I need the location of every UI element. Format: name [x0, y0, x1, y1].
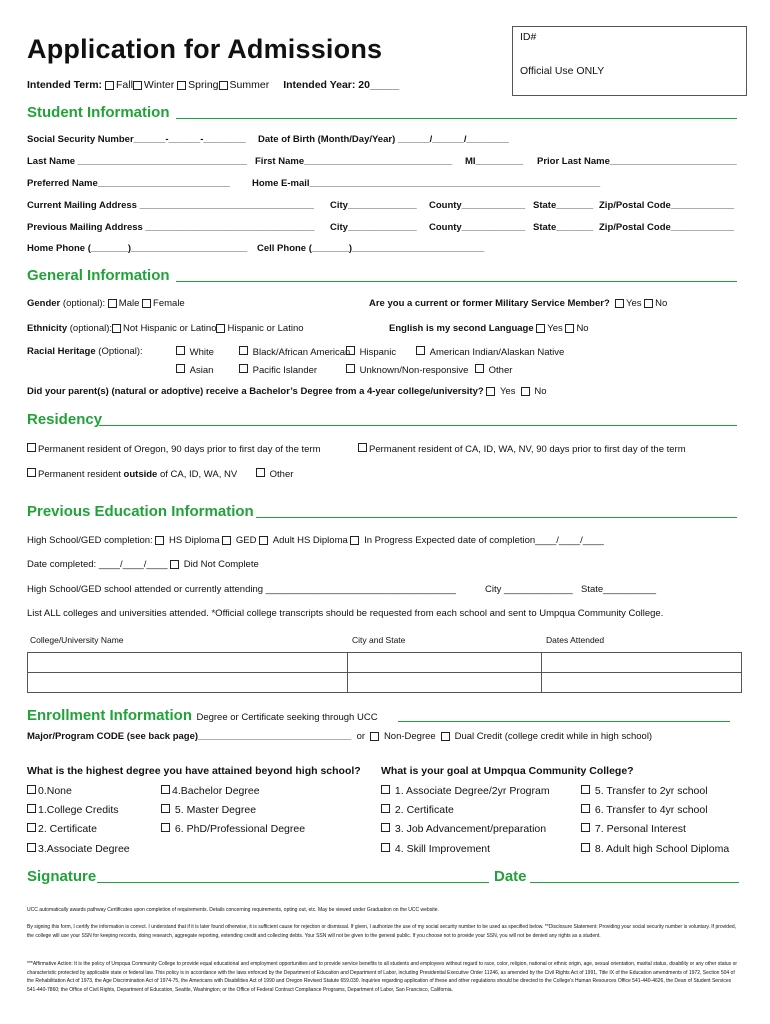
checkbox[interactable] [27, 785, 36, 794]
highest-2[interactable]: 2. Certificate [27, 823, 97, 835]
checkbox[interactable] [381, 785, 390, 794]
home-phone-field[interactable]: Home Phone (_______)______________________ [27, 243, 248, 254]
expected-date-field[interactable]: Expected date of completion____/____/____ [415, 535, 604, 546]
last-name-field[interactable]: Last Name ________________________________ [27, 156, 247, 167]
checkbox[interactable] [239, 346, 248, 355]
completion-label: High School/GED completion: [27, 535, 153, 546]
race-other[interactable]: Other [475, 364, 512, 376]
section-rule [176, 118, 737, 119]
checkbox[interactable] [644, 299, 653, 308]
table-cell[interactable] [348, 673, 542, 693]
general-info-heading: General Information [27, 267, 170, 284]
section-rule [256, 517, 737, 518]
checkbox[interactable] [259, 536, 268, 545]
goal-3[interactable]: 3. Job Advancement/preparation [381, 823, 546, 835]
previous-state-field[interactable]: State_______ [533, 222, 594, 233]
military-question: Are you a current or former Military Service Member? [369, 298, 610, 309]
checkbox[interactable] [177, 81, 186, 90]
highest-1[interactable]: 1.College Credits [27, 804, 119, 816]
completion-hs-diploma[interactable]: HS Diploma [155, 535, 219, 546]
checkbox[interactable] [216, 324, 225, 333]
current-address-field[interactable]: Current Mailing Address _________________________________ [27, 200, 314, 211]
footer-affirmative-action: ***Affirmative Action: It is the policy of Umpqua Community College to provide equal educational and employment opportunities and to provide service benefits to all students and employees without regard to race, color, religion, national or ethnic origin, age, sexual orientation, marital status, disability or any other status or characteristic protected by applicable state or federal law. This policy is in accordance with the laws enforced by the Department of Education and Department of Labor, including Presidential Executive Order 11246, as amended by the Civil Rights Act of 1991, Title IX of the Education amendments of 1972, Section 504 of the Rehabilitation Act of 1973, the Age Discrimination Act of 1974-75, the Americans with Disabilities Act of 1990 and Oregon Revised Statute 659.030. Inquiries regarding application of these and other regulations should be directed to the College’s Human Resources Office 541-440-4626, the Dean of Student Services 541-440-7860; the Office of Civil Rights, Department of Education, Seattle, Washington; or the Office of Federal Contract Compliance Programs, Department of Labor, San Francisco, California. [27, 961, 738, 993]
race-white[interactable]: White [176, 346, 214, 358]
term-summer[interactable]: Summer [219, 79, 270, 91]
term-fall[interactable]: Fall [105, 79, 133, 91]
checkbox[interactable] [416, 346, 425, 355]
ethnicity-not-hispanic[interactable]: Not Hispanic or Latino [112, 323, 216, 334]
goal-question: What is your goal at Umpqua Community College? [381, 765, 634, 777]
table-cell[interactable] [28, 673, 348, 693]
completion-row [27, 535, 604, 546]
previous-city-field[interactable]: City_____________ [330, 222, 417, 233]
military-row [369, 298, 667, 309]
checkbox[interactable] [133, 81, 142, 90]
goal-5[interactable]: 5. Transfer to 2yr school [581, 785, 708, 797]
colleges-table [27, 652, 742, 693]
checkbox[interactable] [27, 843, 36, 852]
completion-in-progress[interactable]: In Progress [350, 535, 412, 546]
highest-0[interactable]: 0.None [27, 785, 72, 797]
previous-county-field[interactable]: County____________ [429, 222, 526, 233]
parents-degree-question: Did your parent(s) (natural or adoptive) receive a Bachelor’s Degree from a 4-year college/university? [27, 386, 484, 397]
section-rule [99, 425, 737, 426]
preferred-name-field[interactable]: Preferred Name_________________________ [27, 178, 230, 189]
checkbox[interactable] [27, 443, 36, 452]
highest-4[interactable]: 4.Bachelor Degree [161, 785, 260, 797]
or-label: or [356, 731, 366, 742]
term-spring[interactable]: Spring [177, 79, 218, 91]
cell-phone-field[interactable]: Cell Phone (_______)_________________________ [257, 243, 485, 254]
parents-degree-row [27, 386, 547, 397]
racial-label: Racial Heritage [27, 346, 96, 357]
parents-no[interactable]: No [521, 386, 547, 397]
race-hispanic[interactable]: Hispanic [346, 346, 396, 358]
table-cell[interactable] [348, 653, 542, 673]
checkbox[interactable] [346, 346, 355, 355]
race-black[interactable]: Black/African American [239, 346, 350, 358]
residency-western-states[interactable]: Permanent resident of CA, ID, WA, NV, 90 days prior to first day of the term [358, 443, 686, 455]
military-no[interactable]: No [644, 298, 667, 309]
racial-row-1 [27, 346, 143, 357]
checkbox[interactable] [370, 732, 379, 741]
military-yes[interactable]: Yes [615, 298, 642, 309]
gender-optional: (optional): [62, 298, 106, 309]
dual-credit[interactable]: Dual Credit (college credit while in high school) [441, 731, 652, 742]
checkbox[interactable] [256, 468, 265, 477]
current-zip-field[interactable]: Zip/Postal Code____________ [599, 200, 735, 211]
english-row [389, 323, 589, 334]
section-rule [176, 281, 737, 282]
racial-optional: (Optional): [98, 346, 143, 357]
table-cell[interactable] [542, 653, 742, 673]
race-unknown[interactable]: Unknown/Non-responsive [346, 364, 468, 376]
current-city-field[interactable]: City_____________ [330, 200, 417, 211]
english-yes[interactable]: Yes [536, 323, 563, 334]
checkbox[interactable] [27, 804, 36, 813]
page-title: Application for Admissions [27, 34, 383, 64]
dob-field[interactable]: Date of Birth (Month/Day/Year) ______/______/________ [258, 134, 509, 145]
checkbox[interactable] [536, 324, 545, 333]
table-cell[interactable] [28, 653, 348, 673]
ssn-field[interactable]: Social Security Number______-______-________ [27, 134, 246, 145]
official-use-box [512, 26, 747, 96]
previous-address-field[interactable]: Previous Mailing Address ________________________________ [27, 222, 315, 233]
list-colleges-text: List ALL colleges and universities attended. *Official college transcripts should be requested from each school and sent to Umpqua Community College. [27, 608, 664, 619]
checkbox[interactable] [161, 823, 170, 832]
checkbox[interactable] [581, 804, 590, 813]
signature-line[interactable] [97, 882, 489, 883]
previous-zip-field[interactable]: Zip/Postal Code____________ [599, 222, 735, 233]
race-pacific-islander[interactable]: Pacific Islander [239, 364, 317, 376]
ethnicity-optional: (optional): [69, 323, 113, 334]
race-american-indian[interactable]: American Indian/Alaskan Native [416, 346, 564, 358]
residency-oregon[interactable]: Permanent resident of Oregon, 90 days prior to first day of the term [27, 443, 321, 455]
non-degree[interactable]: Non-Degree [370, 731, 435, 742]
ethnicity-hispanic[interactable]: Hispanic or Latino [216, 323, 303, 334]
date-label: Date [494, 868, 527, 885]
col-header-dates: Dates Attended [546, 635, 605, 645]
checkbox[interactable] [381, 843, 390, 852]
table-row [28, 653, 742, 673]
checkbox[interactable] [381, 804, 390, 813]
parents-yes[interactable]: Yes [486, 386, 515, 397]
highest-5[interactable]: 5. Master Degree [161, 804, 256, 816]
checkbox[interactable] [155, 536, 164, 545]
checkbox[interactable] [170, 560, 179, 569]
goal-8[interactable]: 8. Adult high School Diploma [581, 843, 729, 855]
intended-term-row [27, 79, 399, 91]
checkbox[interactable] [475, 364, 484, 373]
id-label: ID# [520, 31, 537, 43]
enrollment-heading: Enrollment Information [27, 706, 192, 724]
english-question: English is my second Language [389, 323, 534, 334]
checkbox[interactable] [565, 324, 574, 333]
checkbox[interactable] [486, 387, 495, 396]
date-completed-field[interactable]: Date completed: ____/____/____ [27, 559, 168, 570]
checkbox[interactable] [222, 536, 231, 545]
goal-1[interactable]: 1. Associate Degree/2yr Program [381, 785, 550, 797]
major-code-field[interactable]: Major/Program CODE (see back page)_____________________________ [27, 731, 352, 742]
date-line[interactable] [530, 882, 739, 883]
highest-degree-question: What is the highest degree you have attained beyond high school? [27, 765, 361, 777]
checkbox[interactable] [161, 785, 170, 794]
goal-6[interactable]: 6. Transfer to 4yr school [581, 804, 708, 816]
checkbox[interactable] [350, 536, 359, 545]
footer-certificates: UCC automatically awards pathway Certificates upon completion of requirements. Details concerning requirements, opting out, etc. May be viewed under Graduation on the UCC website. [27, 907, 439, 913]
footer-disclosure: By signing this form, I certify the information is correct. I understand that if it is later found otherwise, it is sufficient cause for rejection or dismissal. If given, I authorize the use of my social security number to be used as specified below. **Disclosure Statement: Providing your social security number is voluntary. If provided, the college will use your SSN for keeping records, doing research, aggregate reporting, extending credit and collecting debts. Your SSN will not be given to the general public. If you choose not to provide your SSN, you will not be denied any rights as a student. [27, 924, 737, 939]
checkbox[interactable] [381, 823, 390, 832]
education-heading: Previous Education Information [27, 503, 254, 520]
current-county-field[interactable]: County____________ [429, 200, 526, 211]
checkbox[interactable] [346, 364, 355, 373]
table-row [28, 673, 742, 693]
checkbox[interactable] [581, 843, 590, 852]
race-asian[interactable]: Asian [176, 364, 213, 376]
student-info-heading: Student Information [27, 104, 170, 121]
checkbox[interactable] [219, 81, 228, 90]
residency-outside[interactable]: Permanent resident outside of CA, ID, WA, NV [27, 468, 237, 480]
checkbox[interactable] [27, 468, 36, 477]
checkbox[interactable] [105, 81, 114, 90]
checkbox[interactable] [112, 324, 121, 333]
english-no[interactable]: No [565, 323, 588, 334]
degree-seeking-label: Degree or Certificate seeking through UCC [196, 711, 378, 723]
checkbox[interactable] [581, 785, 590, 794]
completion-ged[interactable]: GED [222, 535, 256, 546]
gender-label: Gender [27, 298, 61, 309]
term-winter[interactable]: Winter [133, 79, 174, 91]
goal-2[interactable]: 2. Certificate [381, 804, 454, 816]
checkbox[interactable] [161, 804, 170, 813]
ethnicity-row [27, 323, 304, 334]
home-email-field[interactable]: Home E-mail_______________________________________________________ [252, 178, 601, 189]
school-city-field[interactable]: City _____________ [485, 584, 573, 595]
signature-label: Signature [27, 868, 97, 885]
residency-other[interactable]: Other [256, 468, 293, 480]
date-completed-row [27, 559, 259, 570]
mi-field[interactable]: MI_________ [465, 156, 524, 167]
checkbox[interactable] [176, 364, 185, 373]
col-header-college: College/University Name [30, 635, 124, 645]
enrollment-heading-row [27, 706, 378, 724]
official-use-label: Official Use ONLY [520, 65, 605, 77]
section-rule [398, 721, 730, 722]
intended-term-label: Intended Term: [27, 79, 103, 91]
checkbox[interactable] [27, 823, 36, 832]
highest-3[interactable]: 3.Associate Degree [27, 843, 130, 855]
ethnicity-label: Ethnicity [27, 323, 68, 334]
completion-adult-hs[interactable]: Adult HS Diploma [259, 535, 348, 546]
checkbox[interactable] [108, 299, 117, 308]
current-state-field[interactable]: State_______ [533, 200, 594, 211]
intended-year-field[interactable]: Intended Year: 20_____ [283, 79, 400, 91]
goal-7[interactable]: 7. Personal Interest [581, 823, 686, 835]
major-row [27, 731, 652, 742]
col-header-city-state: City and State [352, 635, 406, 645]
checkbox[interactable] [615, 299, 624, 308]
gender-female[interactable]: Female [142, 298, 185, 309]
checkbox[interactable] [581, 823, 590, 832]
checkbox[interactable] [358, 443, 367, 452]
first-name-field[interactable]: First Name____________________________ [255, 156, 453, 167]
gender-row [27, 298, 185, 309]
checkbox[interactable] [521, 387, 530, 396]
checkbox[interactable] [142, 299, 151, 308]
table-cell[interactable] [542, 673, 742, 693]
goal-4[interactable]: 4. Skill Improvement [381, 843, 490, 855]
checkbox[interactable] [176, 346, 185, 355]
checkbox[interactable] [239, 364, 248, 373]
checkbox[interactable] [441, 732, 450, 741]
school-attended-field[interactable]: High School/GED school attended or currently attending ____________________________________ [27, 584, 456, 595]
gender-male[interactable]: Male [108, 298, 140, 309]
highest-6[interactable]: 6. PhD/Professional Degree [161, 823, 305, 835]
residency-heading: Residency [27, 411, 103, 428]
prior-last-name-field[interactable]: Prior Last Name________________________ [537, 156, 737, 167]
school-state-field[interactable]: State__________ [581, 584, 657, 595]
did-not-complete[interactable]: Did Not Complete [170, 559, 259, 570]
